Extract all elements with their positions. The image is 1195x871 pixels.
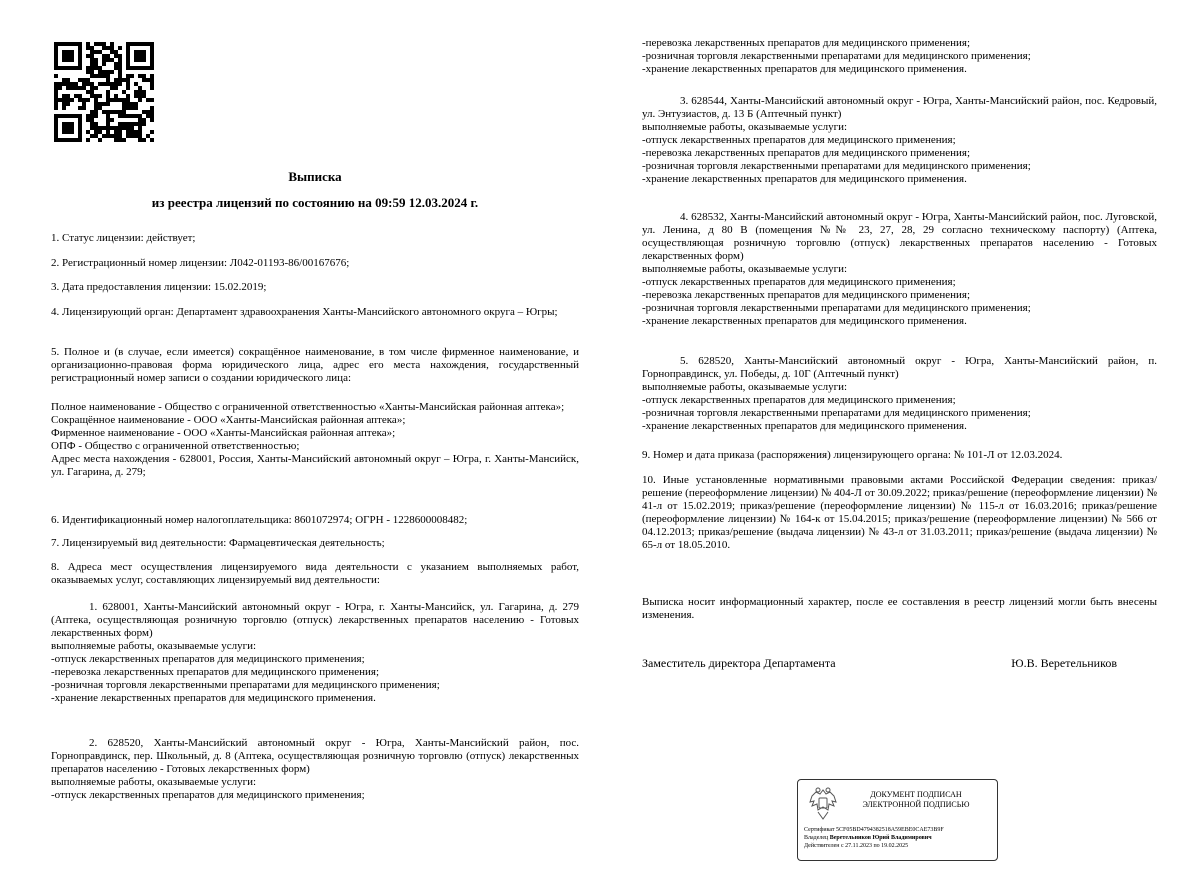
stamp-info <box>804 826 994 850</box>
address-4-text: 4. 628532, Ханты-Мансийский автономный округ - Югра, Ханты-Мансийский район, пос. Луговской, ул. Ленина, д 80 В (помещения №№ 23, 27, 28, 29 согласно техническому паспорту) (Аптека, осуществляющая розничную торговлю (отпуск) лекарственных препаратов населению - Готовых лекарственных форм) <box>642 211 1157 262</box>
address-3-work-line: -перевозка лекарственных препаратов для медицинского применения; <box>642 147 971 159</box>
org-brand-name: Фирменное наименование - ООО «Ханты-Мансийская районная аптека»; <box>51 427 396 439</box>
address-2-work-line: выполняемые работы, оказываемые услуги: <box>51 776 257 788</box>
owner-name: Веретельников Юрий Владимирович <box>829 835 932 841</box>
address-1 <box>51 601 579 705</box>
document-subtitle: из реестра лицензий по состоянию на 09:59 12.03.2024 г. <box>151 195 479 210</box>
signature-row <box>642 657 1117 670</box>
org-full-name: Полное наименование - Общество с ограниченной ответственностью «Ханты-Мансийская районная аптека»; <box>51 401 565 413</box>
qr-code-icon <box>54 42 154 142</box>
org-address: Адрес места нахождения - 628001, Россия, Ханты-Мансийский автономный округ – Югра, г. Ханты-Мансийск, ул. Гагарина, д. 279; <box>51 453 579 478</box>
address-1-work-line: -перевозка лекарственных препаратов для медицинского применения; <box>51 666 380 678</box>
address-3-work-line: -хранение лекарственных препаратов для медицинского применения. <box>642 173 967 185</box>
document-title: Выписка <box>288 169 342 184</box>
address-1-work-line: -розничная торговля лекарственными препаратами для медицинского применения; <box>51 679 440 691</box>
address-5-work-line: -отпуск лекарственных препаратов для медицинского применения; <box>642 394 956 406</box>
address-4-work-line: -розничная торговля лекарственными препаратами для медицинского применения; <box>642 302 1031 314</box>
address-3-work-line: -розничная торговля лекарственными препаратами для медицинского применения; <box>642 160 1031 172</box>
item-8: 8. Адреса мест осуществления лицензируемого вида деятельности с указанием выполняемых работ, оказываемых услуг, составляющих лицензируемый вид деятельности: <box>51 561 579 586</box>
item-2: 2. Регистрационный номер лицензии: Л042-01193-86/00167676; <box>51 257 350 269</box>
address-4-work-line: -перевозка лекарственных препаратов для медицинского применения; <box>642 289 971 301</box>
address-4-work-line: выполняемые работы, оказываемые услуги: <box>642 263 848 275</box>
address-5-works <box>642 381 1157 433</box>
certificate-label: Сертификат <box>804 827 835 833</box>
org-short-name: Сокращённое наименование - ООО «Ханты-Мансийская районная аптека»; <box>51 414 406 426</box>
address-3-work-line: -отпуск лекарственных препаратов для медицинского применения; <box>642 134 956 146</box>
address-3-work-line: выполняемые работы, оказываемые услуги: <box>642 121 848 133</box>
item-9: 9. Номер и дата приказа (распоряжения) лицензирующего органа: № 101-Л от 12.03.2024. <box>642 449 1063 461</box>
stamp-owner <box>804 834 994 842</box>
item-5: 5. Полное и (в случае, если имеется) сокращённое наименование, в том числе фирменное наименование, и организационно-правовая форма юридического лица, адрес его места нахождения, государственный регистрационный номер записи о создании юридического лица: <box>51 346 579 384</box>
address-5-text: 5. 628520, Ханты-Мансийский автономный округ - Югра, Ханты-Мансийский район, п. Горноправдинск, ул. Победы, д. 10Г (Аптечный пункт) <box>642 355 1157 380</box>
address-5-work-line: -хранение лекарственных препаратов для медицинского применения. <box>642 420 967 432</box>
address-4-works <box>642 263 1157 328</box>
address-5 <box>642 355 1157 433</box>
organization-details <box>51 401 579 479</box>
org-legal-form: ОПФ - Общество с ограниченной ответственностью; <box>51 440 300 452</box>
address-2-work-line: -перевозка лекарственных препаратов для медицинского применения; <box>642 37 971 49</box>
electronic-signature-stamp <box>797 779 998 861</box>
item-10: 10. Иные установленные нормативными правовыми актами Российской Федерации сведения: приказ/решение (переоформление лицензии) № 404-Л от 30.09.2022; приказ/решение (переоформление лицензии) № 41-л от 15.02.2019; приказ/решение (переоформление лицензии) № 115-л от 16.03.2016; приказ/решение (переоформление лицензии) № 164-к от 15.04.2015; приказ/решение (переоформление лицензии) № 566 от 04.12.2013; приказ/решение (выдача лицензии) № 43-л от 31.03.2011; приказ/решение (выдача лицензии) № 65-л от 18.05.2010. <box>642 474 1157 551</box>
address-5-work-line: -розничная торговля лекарственными препаратами для медицинского применения; <box>642 407 1031 419</box>
item-7: 7. Лицензируемый вид деятельности: Фармацевтическая деятельность; <box>51 537 385 549</box>
address-3-works <box>642 121 1157 186</box>
coat-of-arms-icon <box>806 786 840 822</box>
item-6: 6. Идентификационный номер налогоплательщика: 8601072974; ОГРН - 1228600008482; <box>51 514 468 526</box>
certificate-number: 5CF05BD4794382518A59EBE0CAE73B9F <box>836 827 944 833</box>
address-2-work-line: -отпуск лекарственных препаратов для медицинского применения; <box>51 789 365 801</box>
stamp-validity: Действителен с 27.11.2023 по 19.02.2025 <box>804 843 909 849</box>
address-5-work-line: выполняемые работы, оказываемые услуги: <box>642 381 848 393</box>
signer-position: Заместитель директора Департамента <box>642 656 836 670</box>
item-4: 4. Лицензирующий орган: Департамент здравоохранения Ханты-Мансийского автономного округа – Югры; <box>51 306 558 318</box>
signer-name: Ю.В. Веретельников <box>1011 656 1117 670</box>
address-4-work-line: -хранение лекарственных препаратов для медицинского применения. <box>642 315 967 327</box>
address-2-work-line: -хранение лекарственных препаратов для медицинского применения. <box>642 63 967 75</box>
address-1-text: 1. 628001, Ханты-Мансийский автономный округ - Югра, г. Ханты-Мансийск, ул. Гагарина, д. 279 (Аптека, осуществляющая розничную торговлю (отпуск) лекарственных препаратов населению - Готовых лекарственных форм) <box>51 601 579 639</box>
stamp-heading <box>846 790 986 810</box>
address-3-text: 3. 628544, Ханты-Мансийский автономный округ - Югра, Ханты-Мансийский район, пос. Кедровый, ул. Энтузиастов, д. 13 Б (Аптечный пункт) <box>642 95 1157 120</box>
info-note: Выписка носит информационный характер, после ее составления в реестр лицензий могли быть внесены изменения. <box>642 596 1157 621</box>
address-1-work-line: -отпуск лекарственных препаратов для медицинского применения; <box>51 653 365 665</box>
item-1: 1. Статус лицензии: действует; <box>51 232 196 244</box>
address-1-works <box>51 640 579 705</box>
address-4-work-line: -отпуск лекарственных препаратов для медицинского применения; <box>642 276 956 288</box>
address-1-work-line: выполняемые работы, оказываемые услуги: <box>51 640 257 652</box>
address-1-work-line: -хранение лекарственных препаратов для медицинского применения. <box>51 692 376 704</box>
item-3: 3. Дата предоставления лицензии: 15.02.2019; <box>51 281 267 293</box>
stamp-certificate <box>804 826 994 834</box>
stamp-line-1: ДОКУМЕНТ ПОДПИСАН <box>870 790 962 799</box>
address-2-work-line: -розничная торговля лекарственными препаратами для медицинского применения; <box>642 50 1031 62</box>
address-3 <box>642 95 1157 186</box>
address-2-works-continued <box>642 37 1157 76</box>
address-2 <box>51 737 579 802</box>
owner-label: Владелец <box>804 835 829 841</box>
stamp-line-2: ЭЛЕКТРОННОЙ ПОДПИСЬЮ <box>862 800 970 809</box>
address-2-text: 2. 628520, Ханты-Мансийский автономный округ - Югра, Ханты-Мансийский район, пос. Горноправдинск, пер. Школьный, д. 8 (Аптека, осуществляющая розничную торговлю (отпуск) лекарственных препаратов населению - Готовых лекарственных форм) <box>51 737 579 775</box>
address-2-works <box>51 776 579 802</box>
address-4 <box>642 211 1157 328</box>
